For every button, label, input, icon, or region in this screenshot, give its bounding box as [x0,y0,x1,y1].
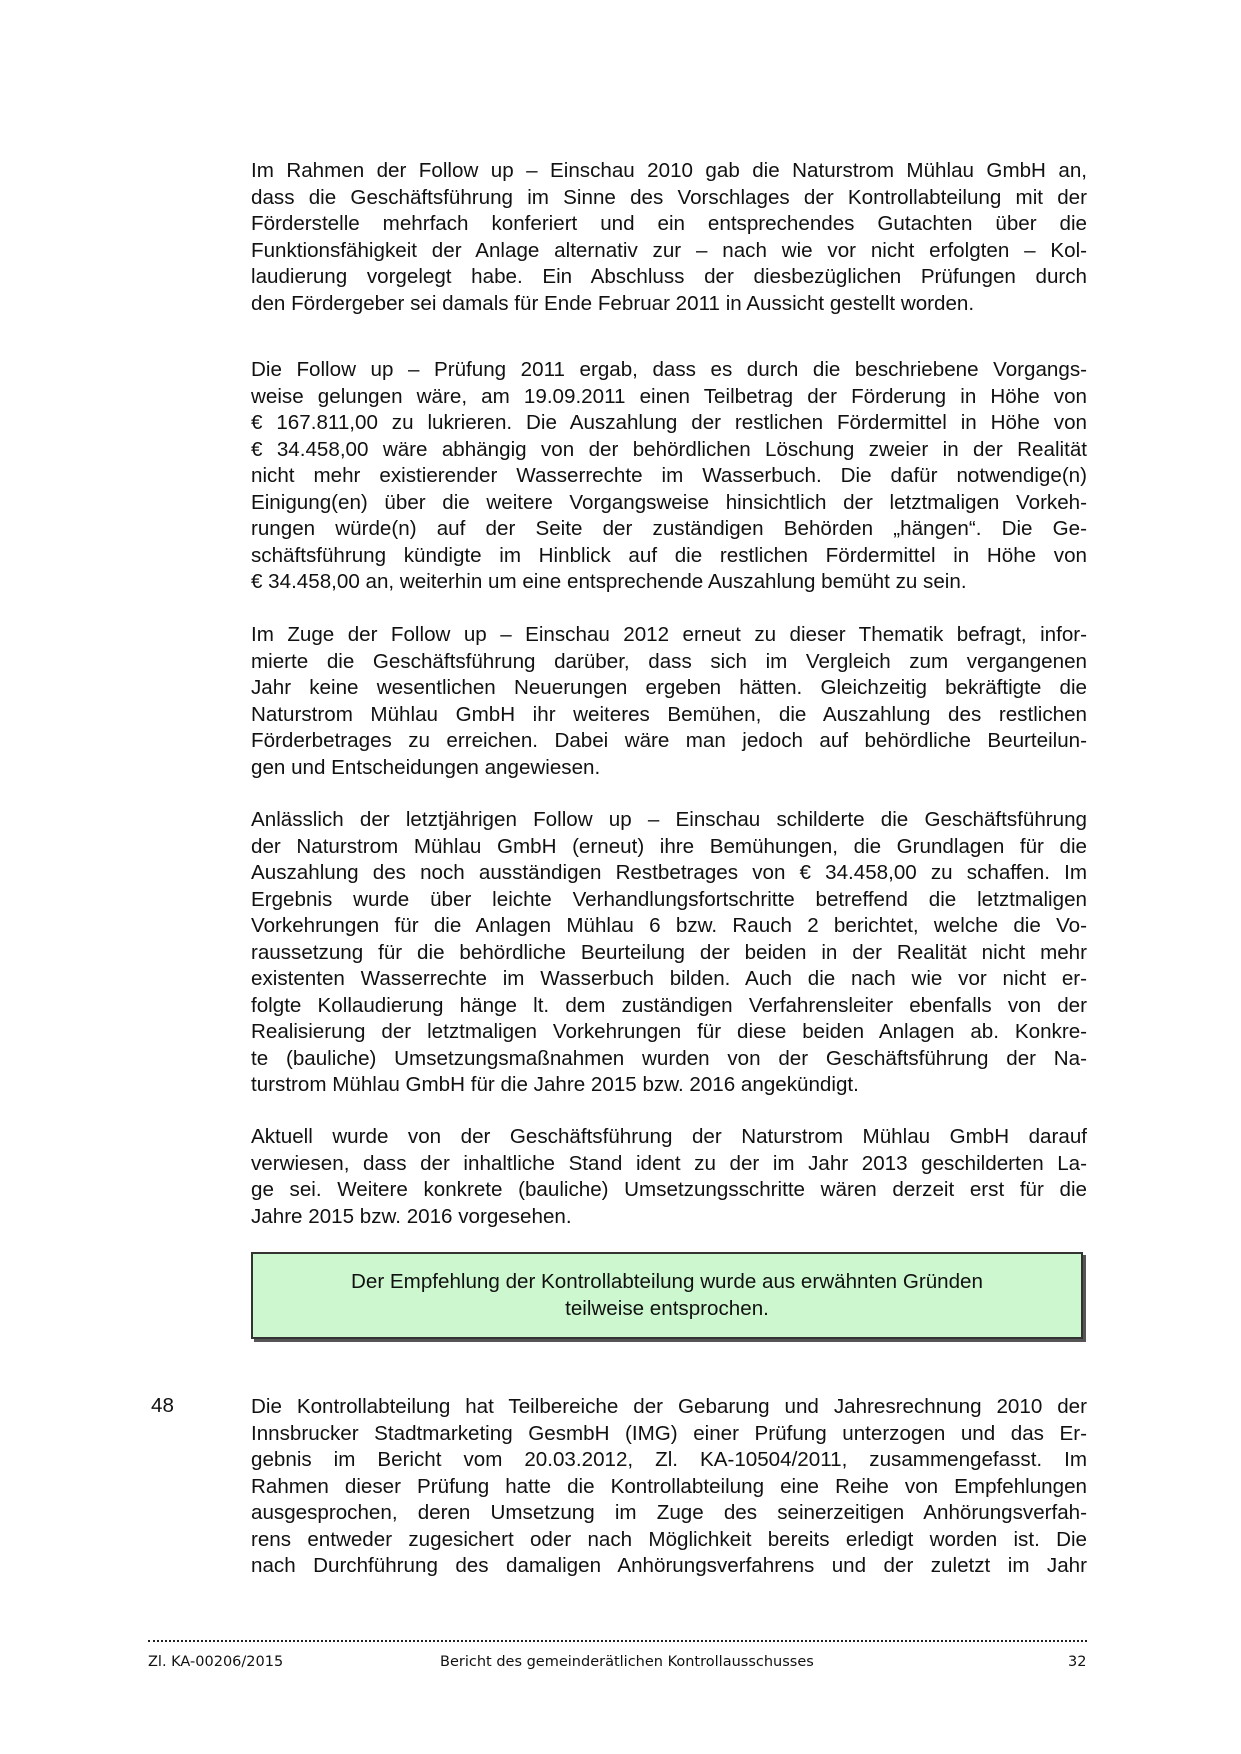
text-line: ge sei. Weitere konkrete (bauliche) Umsetzungsschritte wären derzeit erst für die [251,1178,1087,1201]
text-line: Im Rahmen der Follow up – Einschau 2010 gab die Naturstrom Mühlau GmbH an, [251,159,1087,182]
text-line: € 167.811,00 zu lukrieren. Die Auszahlung der restlichen Fördermittel in Höhe von [251,411,1087,434]
paragraph-5 [251,1124,1087,1230]
text-line: der Naturstrom Mühlau GmbH (erneut) ihre Bemühungen, die Grundlagen für die [251,834,1087,858]
text-line: Anlässlich der letztjährigen Follow up – Einschau schilderte die Geschäftsführung [251,808,1087,831]
text-line: Förderstelle mehrfach konferiert und ein entsprechendes Gutachten über die [251,212,1087,235]
text-line: ausgesprochen, deren Umsetzung im Zuge des seinerzeitigen Anhörungsverfah- [251,1501,1087,1524]
text-line: Funktionsfähigkeit der Anlage alternativ zur – nach wie vor nicht erfolgten – Kol- [251,238,1087,262]
text-line: rens entweder zugesichert oder nach Möglichkeit bereits erledigt worden ist. Die [251,1527,1087,1551]
text-line: weise gelungen wäre, am 19.09.2011 einen Teilbetrag der Förderung in Höhe von [251,384,1087,408]
paragraph-4 [251,807,1087,1099]
text-line: nach Durchführung des damaligen Anhörungsverfahrens und der zuletzt im Jahr [251,1554,1087,1577]
section-48-text [251,1394,1087,1580]
text-line: mierte die Geschäftsführung darüber, dass sich im Vergleich zum vergangenen [251,649,1087,673]
footer-divider [148,1640,1087,1642]
section-number: 48 [151,1394,174,1417]
text-line: Die Follow up – Prüfung 2011 ergab, dass es durch die beschriebene Vorgangs- [251,358,1087,381]
text-line: Jahre 2015 bzw. 2016 vorgesehen. [251,1204,572,1228]
text-line: gebnis im Bericht vom 20.03.2012, Zl. KA-10504/2011, zusammengefasst. Im [251,1448,1087,1471]
text-line: existenten Wasserrechte im Wasserbuch bilden. Auch die nach wie vor nicht er- [251,967,1087,990]
result-box-line-2: teilweise entsprochen. [565,1296,769,1320]
text-line: Die Kontrollabteilung hat Teilbereiche der Gebarung und Jahresrechnung 2010 der [251,1395,1087,1418]
text-line: raussetzung für die behördliche Beurteilung der beiden in der Realität nicht mehr [251,940,1087,964]
paragraph-1 [251,158,1087,317]
paragraph-2 [251,357,1087,596]
text-line: Realisierung der letztmaligen Vorkehrungen für diese beiden Anlagen ab. Konkre- [251,1020,1087,1043]
result-box [251,1252,1083,1339]
text-line: € 34.458,00 wäre abhängig von der behördlichen Löschung zweier in der Realität [251,437,1087,461]
text-line: Innsbrucker Stadtmarketing GesmbH (IMG) einer Prüfung unterzogen und das Er- [251,1421,1087,1445]
text-line: turstrom Mühlau GmbH für die Jahre 2015 bzw. 2016 angekündigt. [251,1073,859,1096]
text-line: gen und Entscheidungen angewiesen. [251,755,601,779]
footer-reference: Zl. KA-00206/2015 [148,1654,284,1670]
text-line: Rahmen dieser Prüfung hatte die Kontrollabteilung eine Reihe von Empfehlungen [251,1474,1087,1498]
text-line: Aktuell wurde von der Geschäftsführung der Naturstrom Mühlau GmbH darauf [251,1125,1087,1148]
text-line: den Fördergeber sei damals für Ende Februar 2011 in Aussicht gestellt worden. [251,291,975,315]
text-line: Vorkehrungen für die Anlagen Mühlau 6 bzw. Rauch 2 berichtet, welche die Vo- [251,914,1087,937]
text-line: dass die Geschäftsführung im Sinne des Vorschlages der Kontrollabteilung mit der [251,185,1087,209]
text-line: verwiesen, dass der inhaltliche Stand ident zu der im Jahr 2013 geschilderten La- [251,1151,1087,1175]
text-line: Ergebnis wurde über leichte Verhandlungsfortschritte betreffend die letztmaligen [251,887,1087,911]
page-number: 32 [1068,1654,1087,1670]
paragraph-3 [251,622,1087,781]
text-line: rungen würde(n) auf der Seite der zuständigen Behörden „hängen“. Die Ge- [251,517,1087,540]
text-line: Förderbetrages zu erreichen. Dabei wäre man jedoch auf behördliche Beurteilun- [251,729,1087,752]
text-line: nicht mehr existierender Wasserrechte im Wasserbuch. Die dafür notwendige(n) [251,464,1087,487]
text-line: Jahr keine wesentlichen Neuerungen ergeben hätten. Gleichzeitig bekräftigte die [251,676,1087,699]
footer-title: Bericht des gemeinderätlichen Kontrollausschusses [440,1654,814,1670]
text-line: schäftsführung kündigte im Hinblick auf die restlichen Fördermittel in Höhe von [251,543,1087,567]
text-line: laudierung vorgelegt habe. Ein Abschluss der diesbezüglichen Prüfungen durch [251,265,1087,288]
text-line: Im Zuge der Follow up – Einschau 2012 erneut zu dieser Thematik befragt, infor- [251,623,1087,646]
text-line: te (bauliche) Umsetzungsmaßnahmen wurden von der Geschäftsführung der Na- [251,1046,1087,1070]
text-line: Naturstrom Mühlau GmbH ihr weiteres Bemühen, die Auszahlung des restlichen [251,702,1087,726]
result-box-line-1: Der Empfehlung der Kontrollabteilung wurde aus erwähnten Gründen [351,1270,983,1293]
text-line: folgte Kollaudierung hänge lt. dem zuständigen Verfahrensleiter ebenfalls von der [251,993,1087,1017]
text-line: Auszahlung des noch ausständigen Restbetrages von € 34.458,00 zu schaffen. Im [251,861,1087,884]
text-line: € 34.458,00 an, weiterhin um eine entsprechende Auszahlung bemüht zu sein. [251,570,967,593]
text-line: Einigung(en) über die weitere Vorgangsweise hinsichtlich der letztmaligen Vorkeh- [251,490,1087,514]
